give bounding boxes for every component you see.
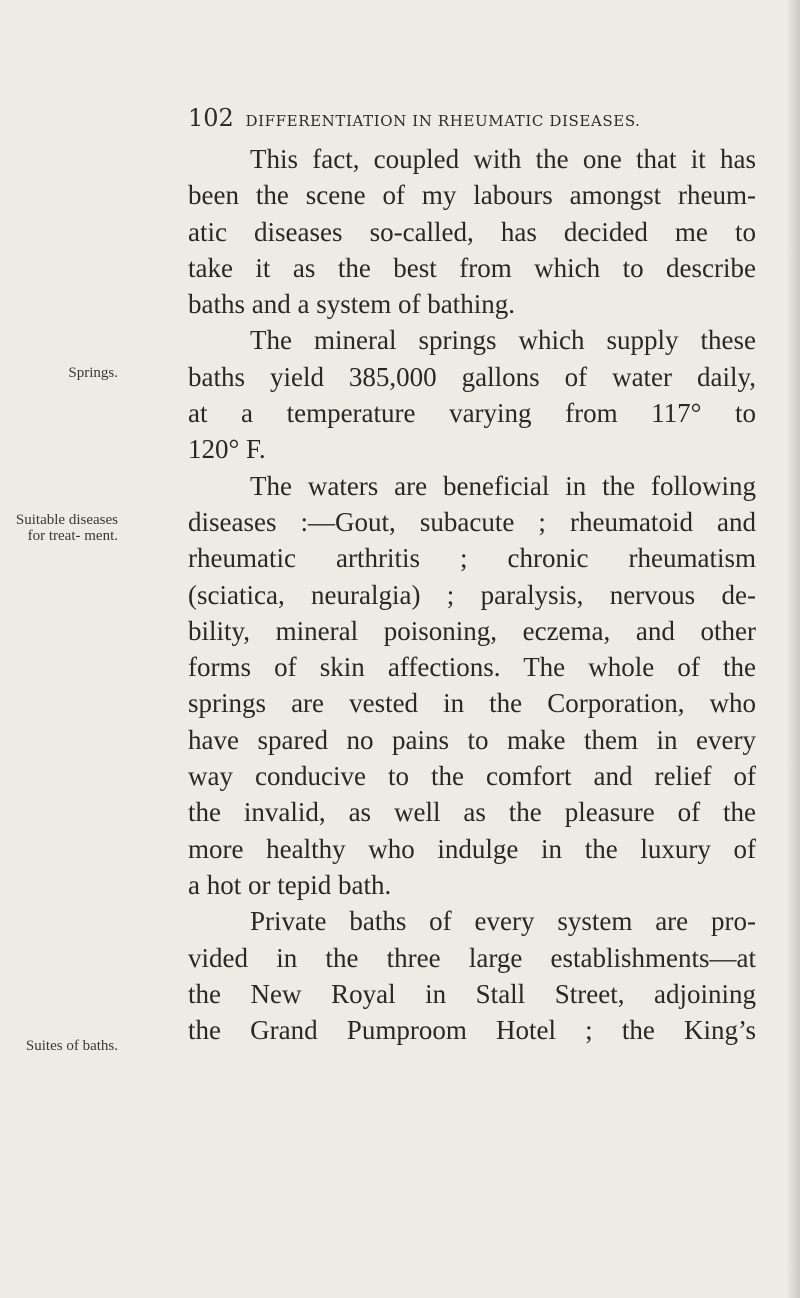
text-line: atic diseases so-called, has decided me to xyxy=(188,216,756,247)
text-line: way conducive to the comfort and relief of xyxy=(188,761,756,792)
sidenote-springs: Springs. xyxy=(68,365,118,381)
text-line: The waters are beneficial in the following xyxy=(250,470,756,501)
text-line: the New Royal in Stall Street, adjoining xyxy=(188,978,756,1009)
running-header xyxy=(188,104,778,132)
text-line: more healthy who indulge in the luxury of xyxy=(188,833,756,864)
text-line: diseases :—Gout, subacute ; rheumatoid and xyxy=(188,506,756,537)
text-line: been the scene of my labours amongst rheum- xyxy=(188,180,756,211)
text-line: rheumatic arthritis ; chronic rheumatism xyxy=(188,543,756,574)
body-text xyxy=(188,141,756,1048)
text-line: take it as the best from which to describe xyxy=(188,252,756,283)
text-line: baths and a system of bathing. xyxy=(188,289,515,320)
text-line: have spared no pains to make them in every xyxy=(188,724,756,755)
text-line: 120° F. xyxy=(188,434,266,465)
text-line: vided in the three large establishments—at xyxy=(188,942,756,973)
text-line: (sciatica, neuralgia) ; paralysis, nervous de- xyxy=(188,579,756,610)
text-line: The mineral springs which supply these xyxy=(250,325,756,356)
text-line: springs are vested in the Corporation, who xyxy=(188,688,756,719)
sidenote-suites-of-baths: Suites of baths. xyxy=(25,1038,118,1054)
page-edge-shadow xyxy=(786,0,800,1298)
text-line: This fact, coupled with the one that it has xyxy=(250,144,756,174)
text-line: the Grand Pumproom Hotel ; the King’s xyxy=(188,1015,756,1046)
text-line: baths yield 385,000 gallons of water daily, xyxy=(188,361,756,392)
page-number: 102 xyxy=(188,104,234,132)
text-line: Private baths of every system are pro- xyxy=(250,906,756,937)
sidenote-suitable-diseases: Suitable diseases for treat- ment. xyxy=(15,512,118,544)
text-line: forms of skin affections. The whole of the xyxy=(188,652,756,683)
text-line: a hot or tepid bath. xyxy=(188,869,392,900)
text-line: the invalid, as well as the pleasure of the xyxy=(188,797,756,828)
text-line: at a temperature varying from 117° to xyxy=(188,398,756,429)
running-title: DIFFERENTIATION IN RHEUMATIC DISEASES. xyxy=(245,112,641,130)
text-line: bility, mineral poisoning, eczema, and other xyxy=(188,615,756,646)
